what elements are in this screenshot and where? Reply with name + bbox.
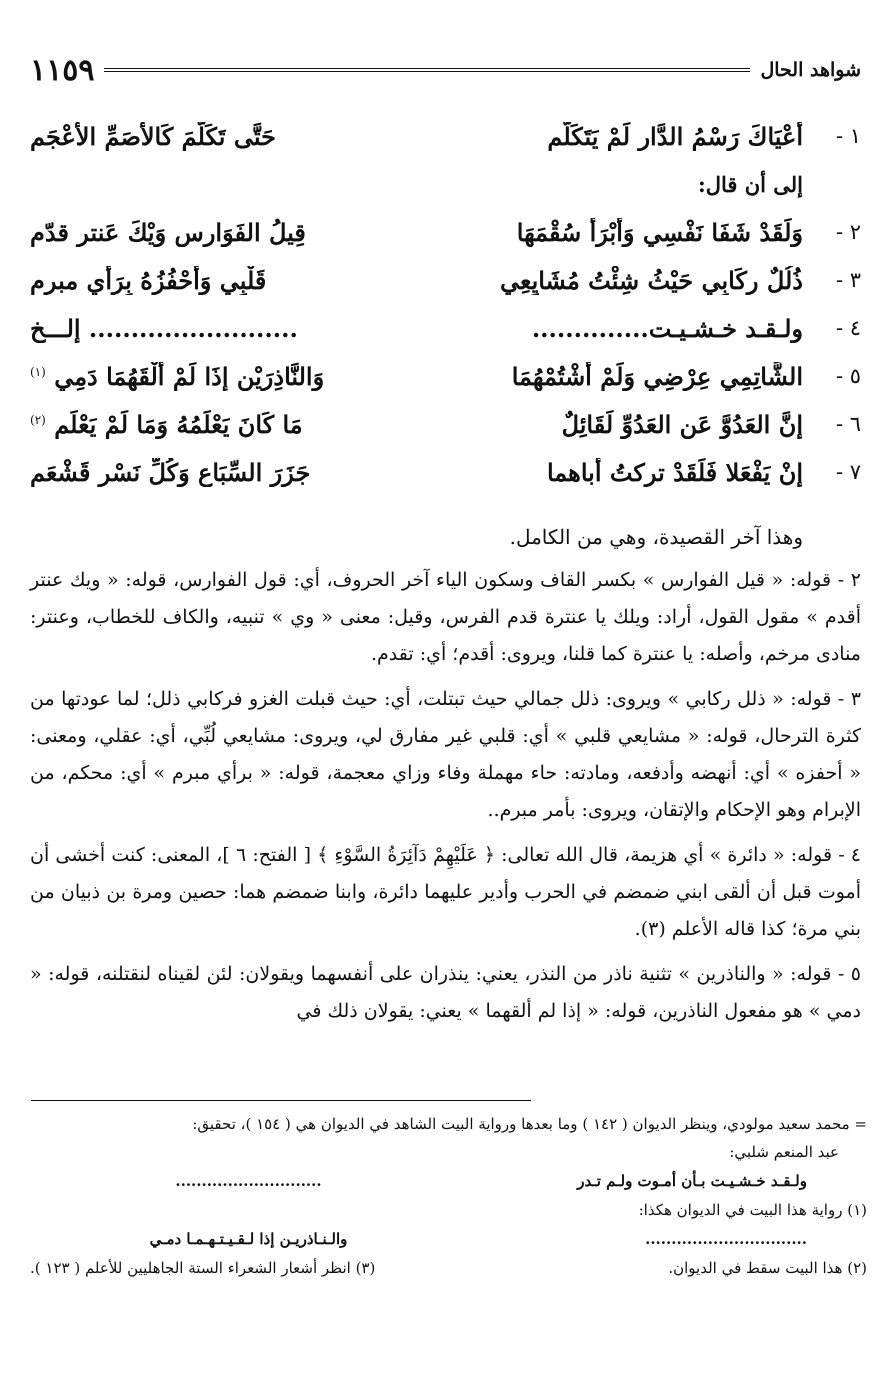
verse-number: ٥ - [835,364,861,388]
footnote-marker: (١) [30,364,46,379]
verse-first-hemistich: ذُلُلٌ رِكَابِي حَيْثُ شِئْتُ مُشَايِعِي [499,265,803,295]
footnote-continuation: عبد المنعم شلبي: [729,1143,839,1161]
poem-closing-note: وهذا آخر القصيدة، وهي من الكامل. [509,525,803,549]
footnote-verse-second: ............................ [175,1172,322,1190]
verse-6 [30,400,861,448]
footnote-2: (٢) هذا البيت سقط في الديوان. [668,1259,867,1277]
commentary-paragraph: ٥ - قوله: « والناذرين » تثنية ناذر من النذر، يعني: ينذران على أنفسهما ويقولان: لئن لقيناه لنقتلنه، قوله: « دمي » هو مفعول الناذرين، قوله: « إذا لم ألقهما » يعني: يقولان ذلك في [30,963,861,1022]
poem [30,112,861,496]
verse-2 [30,208,861,256]
verse-first-hemistich: الشَّاتِمِي عِرْضِي وَلَمْ أَشْتُمْهُمَا [511,361,803,391]
footnotes [30,1110,867,1282]
page-number: ١١٥٩ [30,52,95,88]
footnote-verse-first: ............................... [645,1230,807,1248]
verse-number: ٢ - [835,220,861,244]
footnote-continuation: = محمد سعيد مولودي، وينظر الديوان ( ١٤٢ ) وما بعدها ورواية البيت الشاهد في الديوان هي ( ١٥٤ )، تحقيق: [192,1115,867,1133]
verse-3 [30,256,861,304]
verse-second-hemistich [30,410,448,439]
verse-number: ٣ - [835,268,861,292]
running-header [30,52,861,88]
footnote-separator [31,1100,531,1101]
header-rule [104,68,750,72]
verse-first-hemistich: أَعْيَاكَ رَسْمُ الدَّارِ لَمْ يَتَكَلَّمِ [547,121,803,151]
verse-number: ٤ - [835,316,861,340]
footnote-1: (١) رواية هذا البيت في الديوان هكذا: [638,1201,867,1219]
commentary [30,518,861,1038]
poem-interlude: إلى أن قال: [697,171,803,197]
verse-number: ٧ - [835,460,861,484]
verse-number: ١ - [835,124,861,148]
verse-number: ٦ - [835,412,861,436]
commentary-paragraph: ٤ - قوله: « دائرة » أي هزيمة، قال الله تعالى: ﴿ عَلَيْهِمْ دَآئِرَةُ السَّوْءِ ﴾ [ الفتح: ٦ ]، المعنى: كنت أخشى أن أموت قبل أن ألقى ابني ضمضم في الحرب وأدير عليهما دائرة، وابنا ضمضم هما: حصين ومرة بن ذبيان من بني مرة؛ كذا قاله الأعلم (٣). [30,844,861,940]
footnote-verse-second: والـنـاذريـن إذا لـقـيـتـهـمـا دمـي [149,1230,348,1248]
verse-5 [30,352,861,400]
commentary-paragraph: ٣ - قوله: « ذلل ركابي » ويروى: ذلل جمالي حيث تبتلت، أي: حيث قبلت الغزو فركابي ذلل؛ لما عودتها من كثرة الترحال، قوله: « مشايعي قلبي » أي: قلبي غير مفارق لي، ويروى: مشايعي لُبِّي، أي: عقلي، ومعنى: « أحفزه » أي: أنهضه وأدفعه، ومادته: حاء مهملة وفاء وزاي معجمة، قوله: « برأي مبرم » أي: محكم، من الإبرام وهو الإحكام والإتقان، ويروى: بأمر مبرم.. [30,688,861,821]
footnote-verse [30,1166,867,1196]
footnote-3: (٣) انظر أشعار الشعراء الستة الجاهليين للأعلم ( ١٢٣ ). [30,1259,376,1277]
verse-first-hemistich: وَلَقَدْ شَفَا نَفْسِي وَأَبْرَأَ سُقْمَهَا [516,217,803,247]
verse-first-hemistich: ولـقـد خـشـيـت.............. [531,313,803,343]
footnote-verse-first: ولـقـد خـشـيـت بـأن أمـوت ولـم تـدر [577,1172,807,1190]
verse-1 [30,112,861,160]
verse-first-hemistich: إِنَّ العَدُوَّ عَنِ العَدُوِّ لَقَائِلٌ [561,409,803,439]
verse-second-hemistich: ......................... إلـــخ [30,313,298,343]
verse-second-hemistich: جَزَرَ السِّبَاعِ وَكُلِّ نَسْرٍ قَشْعَمِ [30,457,311,487]
footnote-marker: (٢) [30,412,46,427]
verse-second-hemistich: قَلْبِي وَأَحْفُزُهُ بِرَأْيٍ مبرمِ [30,265,267,295]
hemistich-text: وَالنَّاذِرَيْنِ إِذَا لَمْ أَلْقَهُمَا دَمِي [54,361,325,391]
footnote-row [30,1254,867,1282]
verse-7 [30,448,861,496]
hemistich-text: مَا كَانَ يَعْلَمُهُ وَمَا لَمْ يَعْلَمِ [54,409,303,439]
verse-second-hemistich: قِيلُ الفَوَارِسِ وَيْكَ عَنتر قدّم [30,217,306,247]
footnote-verse [30,1224,867,1254]
running-title: شواهد الحال [760,59,861,81]
verse-second-hemistich: حَتَّى تَكَلَّمَ كَالأَصَمِّ الأَعْجَمِ [30,121,276,151]
verse-second-hemistich [30,362,448,391]
verse-first-hemistich: إِنْ يَفْعَلا فَلَقَدْ تركتُ أباهما [546,457,803,487]
verse-4 [30,304,861,352]
commentary-paragraph: ٢ - قوله: « قيل الفوارس » بكسر القاف وسكون الياء آخر الحروف، أي: قول الفوارس، قوله: « ويك عنتر أقدم » مقول القول، أراد: ويلك يا عنترة قدم الفرس، وقيل: معنى « وي » تنبيه، والكاف للخطاب، وعنتر: منادى مرخم، وأصله: يا عنترة كما قلنا، ويروى: أقدم؛ أي: تقدم. [30,569,861,665]
